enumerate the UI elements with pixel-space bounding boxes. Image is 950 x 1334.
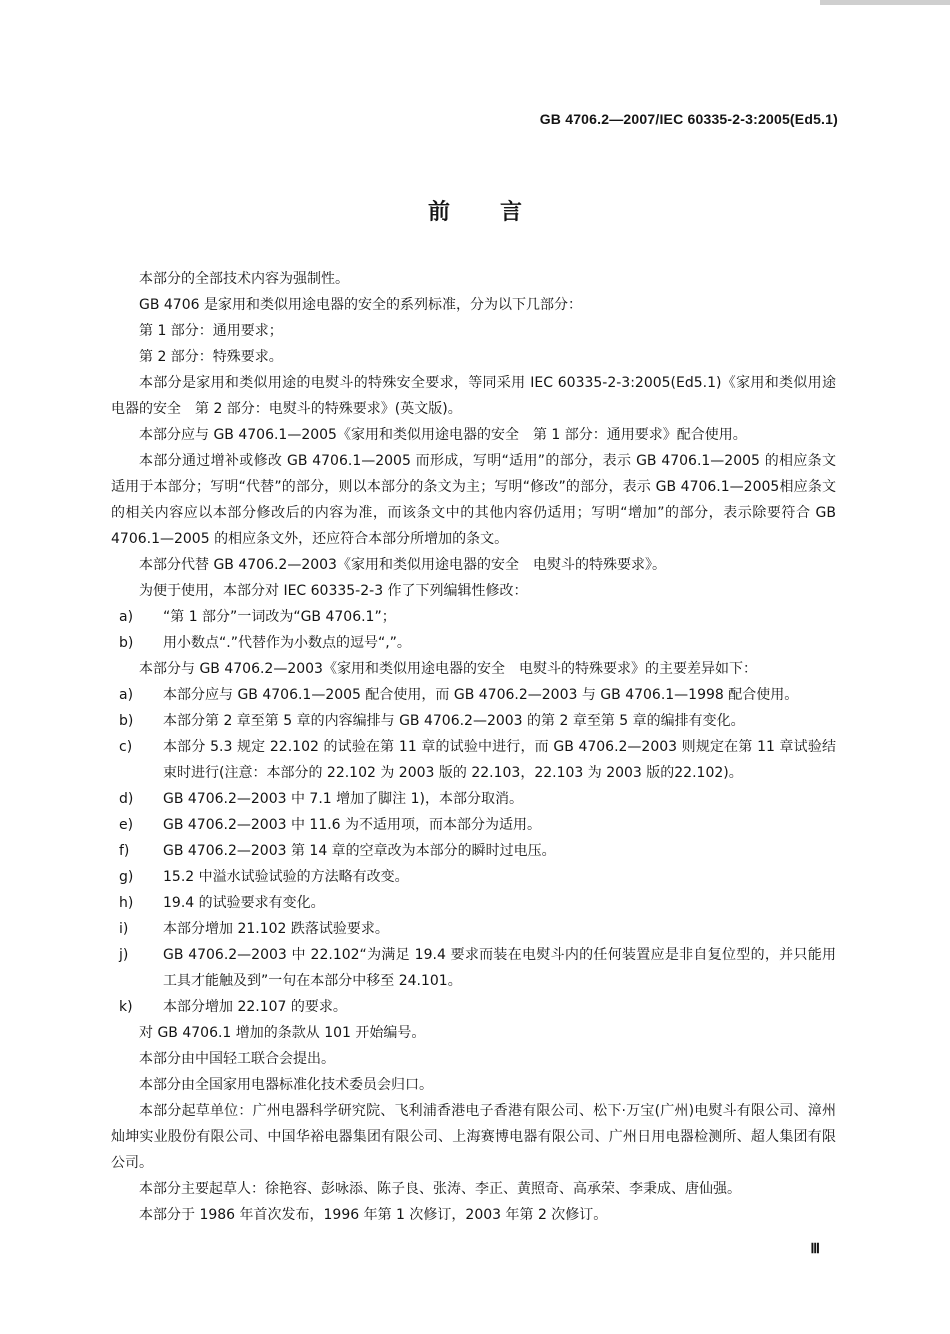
list-text: 本部分增加 22.107 的要求。: [163, 999, 347, 1015]
list-text: 15.2 中溢水试验试验的方法略有改变。: [163, 869, 409, 885]
outro-paragraph: 对 GB 4706.1 增加的条款从 101 开始编号。: [139, 1025, 426, 1041]
list-label: k): [119, 999, 133, 1015]
list-label: j): [119, 947, 129, 963]
page-title: 前言: [427, 200, 572, 225]
outro-paragraph: 本部分由全国家用电器标准化技术委员会归口。: [139, 1077, 433, 1093]
editorial-change-item: [111, 630, 836, 656]
list-text: GB 4706.2—2003 第 14 章的空章改为本部分的瞬时过电压。: [163, 843, 556, 859]
list-label: b): [119, 635, 134, 651]
difference-item: [111, 890, 836, 916]
list-text: “第 1 部分”一词改为“GB 4706.1”；: [163, 609, 396, 625]
list-text: 本部分应与 GB 4706.1—2005 配合使用，而 GB 4706.2—2003 与 GB 4706.1—1998 配合使用。: [163, 687, 799, 703]
drafters: 本部分主要起草人：徐艳容、彭咏添、陈子良、张涛、李正、黄照奇、高承荣、李秉成、唐仙强。: [139, 1181, 741, 1197]
intro-paragraph: 第 2 部分：特殊要求。: [139, 349, 283, 365]
list-text: 本部分 5.3 规定 22.102 的试验在第 11 章的试验中进行，而 GB 4706.2—2003 则规定在第 11 章试验结束时进行(注意：本部分的 22.102 为 2003 版的 22.103，22.103 为 2003 版的22.102)。: [163, 739, 836, 781]
difference-item: [111, 994, 836, 1020]
list-text: 本部分第 2 章至第 5 章的内容编排与 GB 4706.2—2003 的第 2 章至第 5 章的编排有变化。: [163, 713, 745, 729]
difference-item: [111, 812, 836, 838]
list-label: a): [119, 687, 134, 703]
difference-item: [111, 682, 836, 708]
list-label: d): [119, 791, 134, 807]
difference-item: [111, 734, 836, 786]
page-number: Ⅲ: [810, 1242, 820, 1257]
list-label: i): [119, 921, 129, 937]
difference-item: [111, 708, 836, 734]
intro-paragraph: 本部分代替 GB 4706.2—2003《家用和类似用途电器的安全 电熨斗的特殊要求》。: [139, 557, 666, 573]
intro-paragraph: GB 4706 是家用和类似用途电器的安全的系列标准，分为以下几部分：: [139, 297, 582, 313]
list-label: e): [119, 817, 134, 833]
intro-paragraph: 本部分应与 GB 4706.1—2005《家用和类似用途电器的安全 第 1 部分：通用要求》配合使用。: [139, 427, 747, 443]
intro-paragraph: 为便于使用，本部分对 IEC 60335-2-3 作了下列编辑性修改：: [139, 583, 528, 599]
list-label: g): [119, 869, 134, 885]
document-body: [111, 266, 836, 1228]
intro-paragraph: 本部分是家用和类似用途的电熨斗的特殊安全要求，等同采用 IEC 60335-2-3:2005(Ed5.1)《家用和类似用途电器的安全 第 2 部分：电熨斗的特殊要求》(英文版)。: [111, 375, 836, 417]
standard-header: GB 4706.2—2007/IEC 60335-2-3:2005(Ed5.1): [539, 111, 838, 127]
publication-history: 本部分于 1986 年首次发布，1996 年第 1 次修订，2003 年第 2 次修订。: [139, 1207, 608, 1223]
list-text: 本部分增加 21.102 跌落试验要求。: [163, 921, 389, 937]
intro-paragraph: 本部分的全部技术内容为强制性。: [139, 271, 349, 287]
list-label: b): [119, 713, 134, 729]
difference-item: [111, 916, 836, 942]
editorial-change-item: [111, 604, 836, 630]
list-text: 用小数点“.”代替作为小数点的逗号“,”。: [163, 635, 411, 651]
outro-paragraph: 本部分由中国轻工联合会提出。: [139, 1051, 335, 1067]
difference-item: [111, 864, 836, 890]
differences-intro: 本部分与 GB 4706.2—2003《家用和类似用途电器的安全 电熨斗的特殊要求》的主要差异如下：: [139, 661, 757, 677]
list-text: 19.4 的试验要求有变化。: [163, 895, 325, 911]
list-text: GB 4706.2—2003 中 11.6 为不适用项，而本部分为适用。: [163, 817, 542, 833]
intro-paragraph: 本部分通过增补或修改 GB 4706.1—2005 而形成，写明“适用”的部分，表示 GB 4706.1—2005 的相应条文适用于本部分；写明“代替”的部分，则以本部分的条文为主；写明“修改”的部分，表示 GB 4706.1—2005相应条文的相关内容应以本部分修改后的内容为准，而该条文中的其他内容仍适用；写明“增加”的部分，表示除要符合 GB 4706.1—2005 的相应条文外，还应符合本部分所增加的条文。: [111, 453, 836, 547]
difference-item: [111, 838, 836, 864]
scan-edge-mark: [820, 0, 950, 5]
list-text: GB 4706.2—2003 中 22.102“为满足 19.4 要求而装在电熨斗内的任何装置应是非自复位型的，并只能用工具才能触及到”一句在本部分中移至 24.101。: [163, 947, 836, 989]
intro-paragraph: 第 1 部分：通用要求；: [139, 323, 283, 339]
list-label: f): [119, 843, 130, 859]
list-label: a): [119, 609, 134, 625]
list-text: GB 4706.2—2003 中 7.1 增加了脚注 1)，本部分取消。: [163, 791, 523, 807]
list-label: h): [119, 895, 134, 911]
difference-item: [111, 786, 836, 812]
difference-item: [111, 942, 836, 994]
list-label: c): [119, 739, 133, 755]
drafting-units: 本部分起草单位：广州电器科学研究院、飞利浦香港电子香港有限公司、松下·万宝(广州)电熨斗有限公司、漳州灿坤实业股份有限公司、中国华裕电器集团有限公司、上海赛博电器有限公司、广州日用电器检测所、超人集团有限公司。: [111, 1103, 836, 1171]
